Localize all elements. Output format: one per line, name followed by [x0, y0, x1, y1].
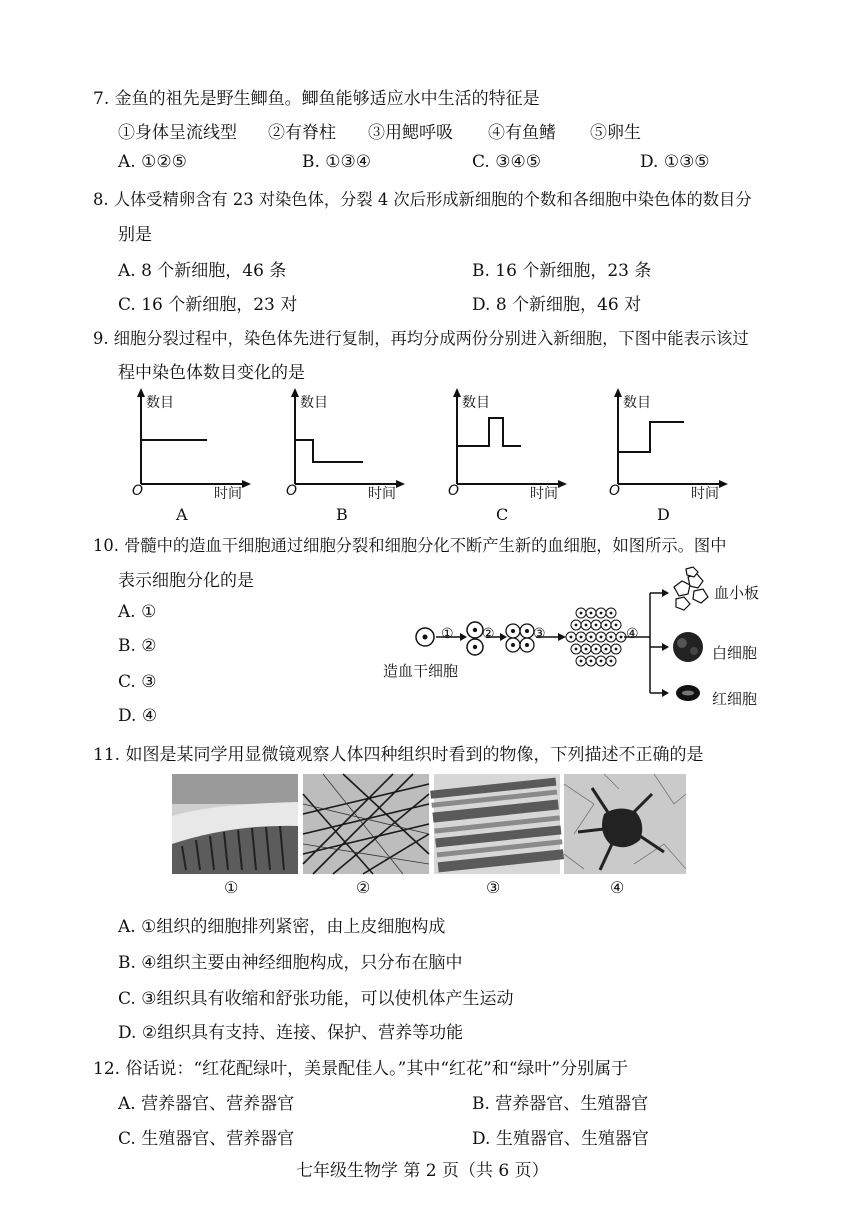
q8-option-d: D. 8 个新细胞，46 对	[472, 295, 642, 315]
q10-option-c: C. ③	[118, 672, 157, 692]
graph-d-xlabel: 时间	[691, 486, 719, 502]
graph-b-xlabel: 时间	[368, 486, 396, 502]
graph-a-ylabel: 数目	[146, 395, 174, 411]
q8-option-b: B. 16 个新细胞，23 条	[472, 261, 652, 281]
q8-stem-line1: 8. 人体受精卵含有 23 对染色体，分裂 4 次后形成新细胞的个数和各细胞中染色体的数目分	[93, 190, 752, 209]
q8-option-a: A. 8 个新细胞，46 条	[118, 261, 287, 281]
graph-c-ylabel: 数目	[462, 395, 490, 411]
q7-option-a: A. ①②⑤	[118, 152, 187, 172]
q9-stem-line1: 9. 细胞分裂过程中，染色体先进行复制，再均分成两份分别进入新细胞，下图中能表示该过	[93, 329, 749, 348]
graph-c-origin: O	[448, 483, 460, 499]
red-cell-label: 红细胞	[712, 690, 758, 708]
q10-option-b: B. ②	[118, 636, 157, 656]
q10-option-d: D. ④	[118, 706, 158, 726]
graph-c-caption: C	[496, 505, 509, 524]
step-4-label: ④	[626, 626, 639, 642]
q11-option-c: C. ③组织具有收缩和舒张功能，可以使机体产生运动	[118, 989, 514, 1009]
graph-d-line	[618, 422, 684, 452]
q7-feature-2: ②有脊柱	[268, 123, 336, 143]
q7-feature-4: ④有鱼鳍	[488, 123, 556, 143]
q8-stem-line2: 别是	[118, 225, 152, 245]
graph-b-line	[295, 440, 363, 462]
graph-b-origin: O	[286, 483, 298, 499]
graph-d-origin: O	[609, 483, 621, 499]
micrograph-4-label: ④	[610, 878, 625, 897]
graph-b-caption: B	[336, 505, 348, 524]
q7-feature-3: ③用鳃呼吸	[368, 123, 453, 143]
micrograph-2-label: ②	[356, 878, 371, 897]
step-3-label: ③	[533, 626, 546, 642]
micrograph-3-label: ③	[486, 878, 501, 897]
q9-stem-line2: 程中染色体数目变化的是	[118, 363, 305, 383]
graph-c-xlabel: 时间	[530, 486, 558, 502]
q7-stem: 7. 金鱼的祖先是野生鲫鱼。鲫鱼能够适应水中生活的特征是	[93, 89, 540, 109]
q12-option-a: A. 营养器官、营养器官	[118, 1094, 295, 1114]
q10-option-a: A. ①	[118, 602, 157, 622]
q12-stem: 12. 俗话说：“红花配绿叶，美景配佳人。”其中“红花”和“绿叶”分别属于	[93, 1059, 629, 1079]
q11-option-a: A. ①组织的细胞排列紧密，由上皮细胞构成	[118, 917, 446, 937]
micrograph-1-label: ①	[224, 878, 239, 897]
graph-c-line	[457, 418, 521, 446]
q11-stem: 11. 如图是某同学用显微镜观察人体四种组织时看到的物像，下列描述不正确的是	[93, 745, 704, 765]
q7-option-c: C. ③④⑤	[472, 152, 541, 172]
q11-option-b: B. ④组织主要由神经细胞构成，只分布在脑中	[118, 953, 463, 973]
q12-option-d: D. 生殖器官、生殖器官	[472, 1129, 649, 1149]
q10-stem-line1: 10. 骨髓中的造血干细胞通过细胞分裂和细胞分化不断产生新的血细胞，如图所示。图中	[93, 536, 727, 555]
graph-a-xlabel: 时间	[214, 486, 242, 502]
hematopoiesis-graphic	[410, 565, 710, 735]
q7-feature-1: ①身体呈流线型	[118, 123, 237, 143]
white-cell-label: 白细胞	[712, 644, 758, 662]
q7-feature-5: ⑤卵生	[590, 123, 641, 143]
graph-a-caption: A	[176, 505, 188, 524]
q12-option-c: C. 生殖器官、营养器官	[118, 1129, 295, 1149]
q10-stem-line2: 表示细胞分化的是	[118, 571, 254, 591]
graph-b-ylabel: 数目	[300, 395, 328, 411]
q11-option-d: D. ②组织具有支持、连接、保护、营养等功能	[118, 1023, 464, 1043]
platelet-label: 血小板	[714, 584, 760, 602]
graph-d-caption: D	[657, 505, 670, 524]
step-1-label: ①	[441, 626, 454, 642]
q7-option-b: B. ①③④	[302, 152, 372, 172]
stem-cell-label: 造血干细胞	[383, 662, 459, 680]
graph-d-ylabel: 数目	[623, 395, 651, 411]
step-2-label: ②	[482, 626, 495, 642]
q8-option-c: C. 16 个新细胞，23 对	[118, 295, 298, 315]
page-footer: 七年级生物学 第 2 页（共 6 页）	[296, 1161, 549, 1181]
graph-a-origin: O	[132, 483, 144, 499]
q7-option-d: D. ①③⑤	[640, 152, 710, 172]
q12-option-b: B. 营养器官、生殖器官	[472, 1094, 649, 1114]
